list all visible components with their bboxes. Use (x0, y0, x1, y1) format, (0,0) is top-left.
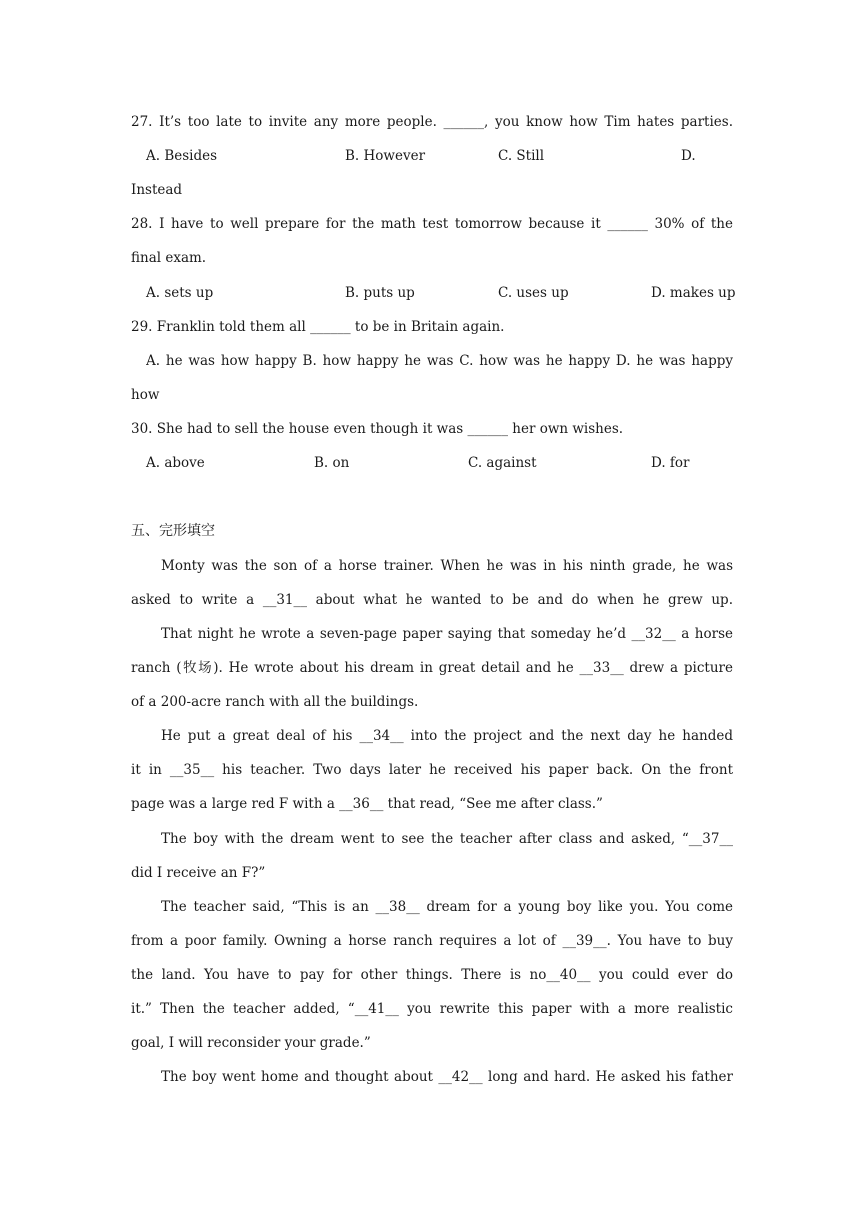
question-28-option-c: C. uses up (498, 285, 569, 301)
question-28-stem: 28. I have to well prepare for the math test tomorrow because it ______ 30% of the (131, 216, 733, 232)
passage-line: That night he wrote a seven-page paper saying that someday he’d __32__ a horse (161, 626, 733, 642)
passage-line: Monty was the son of a horse trainer. When he was in his ninth grade, he was (161, 558, 733, 574)
passage-line: it in __35__ his teacher. Two days later he received his paper back. On the front (131, 762, 733, 778)
question-30-option-d: D. for (651, 455, 690, 471)
passage-line: asked to write a __31__ about what he wanted to be and do when he grew up. (131, 592, 733, 608)
passage-line: page was a large red F with a __36__ that read, “See me after class.” (131, 796, 603, 812)
question-27-option-d: D. (681, 148, 696, 164)
passage-line: it.” Then the teacher added, “__41__ you rewrite this paper with a more realistic (131, 1001, 733, 1017)
question-28-stem-continued: final exam. (131, 250, 207, 266)
question-30-option-a: A. above (146, 455, 205, 471)
passage-line: The boy with the dream went to see the teacher after class and asked, “__37__ (161, 831, 733, 847)
passage-line: The boy went home and thought about __42__ long and hard. He asked his father (161, 1069, 733, 1085)
question-30-option-b: B. on (314, 455, 350, 471)
passage-line: did I receive an F?” (131, 865, 266, 881)
question-27-option-c: C. Still (498, 148, 545, 164)
passage-line: goal, I will reconsider your grade.” (131, 1035, 371, 1051)
question-30-stem: 30. She had to sell the house even though it was ______ her own wishes. (131, 421, 624, 437)
section-title: 五、完形填空 (131, 523, 215, 539)
passage-line: the land. You have to pay for other things. There is no__40__ you could ever do (131, 967, 733, 983)
question-28-option-b: B. puts up (345, 285, 415, 301)
question-29-stem: 29. Franklin told them all ______ to be in Britain again. (131, 319, 505, 335)
question-28-option-d: D. makes up (651, 285, 736, 301)
passage-line: The teacher said, “This is an __38__ dream for a young boy like you. You come (161, 899, 733, 915)
question-27-option-a: A. Besides (146, 148, 218, 164)
question-30-option-c: C. against (468, 455, 537, 471)
passage-line: from a poor family. Owning a horse ranch requires a lot of __39__. You have to buy (131, 933, 733, 949)
passage-line: ranch (牧场). He wrote about his dream in great detail and he __33__ drew a picture (131, 660, 733, 676)
passage-line: of a 200-acre ranch with all the buildings. (131, 694, 419, 710)
question-29-option-d-text: how (131, 387, 160, 403)
question-27-option-d-text: Instead (131, 182, 183, 198)
question-27-stem: 27. It’s too late to invite any more people. ______, you know how Tim hates parties. (131, 114, 733, 130)
question-28-option-a: A. sets up (146, 285, 214, 301)
question-29-options: A. he was how happy B. how happy he was C. how was he happy D. he was happy (146, 353, 733, 369)
question-27-option-b: B. However (345, 148, 426, 164)
passage-line: He put a great deal of his __34__ into the project and the next day he handed (161, 728, 733, 744)
